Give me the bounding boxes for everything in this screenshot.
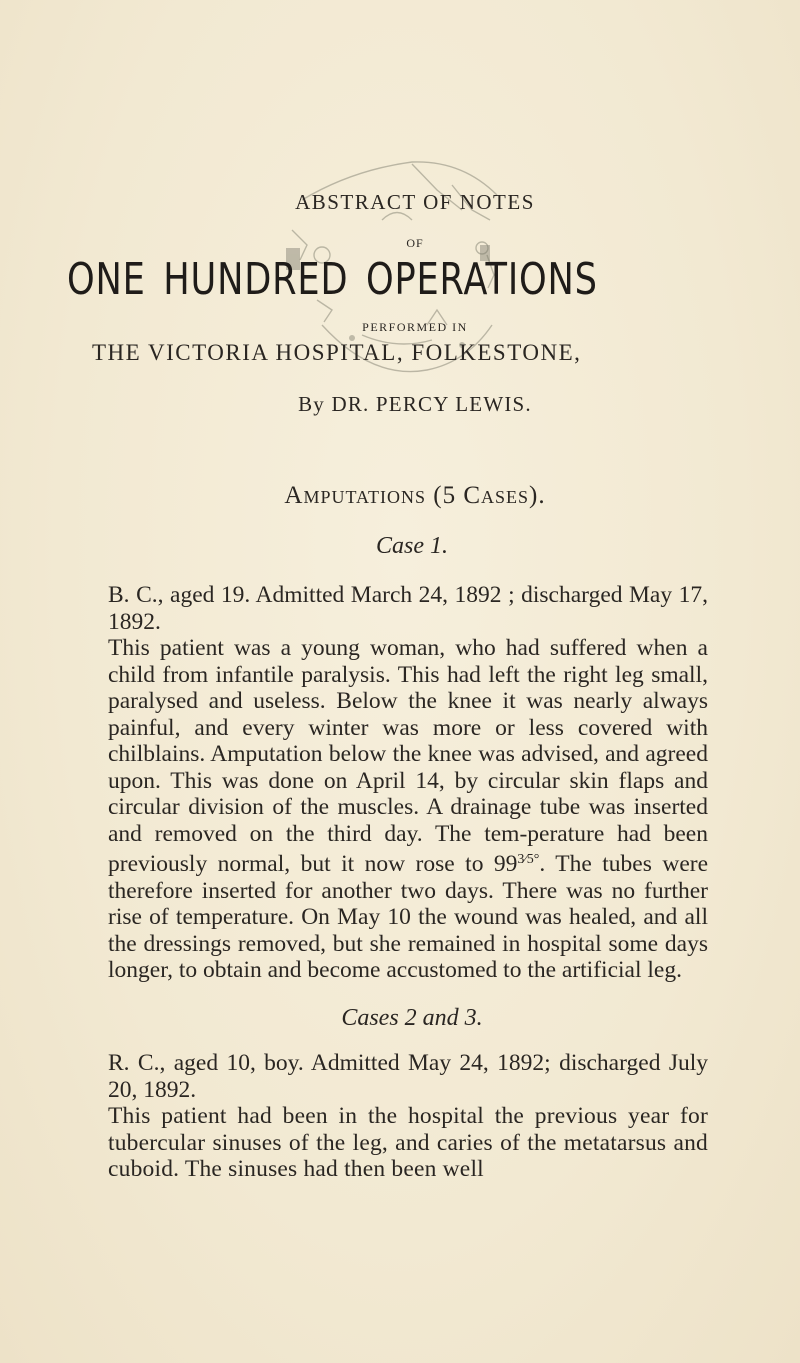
case-1-temperature-fraction: 3⁄5°: [517, 852, 540, 867]
case-1-heading: Case 1.: [376, 533, 448, 559]
title-performed-in: PERFORMED IN: [362, 320, 468, 334]
case-1-paragraph-2-part-1: This patient was a young woman, who had suffered when a child from infantile paralysis. This had left the right leg small, paralysed and useless. Below the knee it was nearly always painful, and every winter was more or less covered with chilblains. Amputation below the knee was advised, and agreed upon. This was done on April 14, by circular skin flaps and circular division of the muscles. A drainage tube was inserted and removed on the third day. The tem-perature had been previously normal, but it now rose to 99: [108, 635, 708, 877]
title-hospital: THE VICTORIA HOSPITAL, FOLKESTONE,: [92, 340, 582, 365]
title-main: [67, 254, 627, 305]
case-2-paragraph-2: This patient had been in the hospital the previous year for tubercular sinuses of the leg, and caries of the metatarsus and cuboid. The sinuses had then been well: [108, 1103, 708, 1182]
title-of: OF: [406, 236, 424, 250]
title-main-word-1: ONE: [67, 254, 146, 305]
case-1-body: [108, 582, 708, 984]
case-2-body: [108, 1050, 708, 1183]
case-1-paragraph-2: [108, 635, 708, 984]
case-2-heading: Cases 2 and 3.: [341, 1005, 483, 1031]
title-main-word-3: OPERATIONS: [365, 254, 598, 305]
case-1-paragraph-1: B. C., aged 19. Admitted March 24, 1892 ; discharged May 17, 1892.: [108, 582, 708, 635]
section-heading: Amputations (5 Cases).: [284, 482, 546, 509]
case-1-paragraph-2-part-2: . The tubes were therefore inserted for another two days. There was no further rise of temperature. On May 10 the wound was healed, and all the dressings removed, but she remained in hospital some days longer, to obtain and become accustomed to the artificial leg.: [108, 851, 709, 983]
title-main-word-2: HUNDRED: [163, 254, 349, 305]
title-author: By DR. PERCY LEWIS.: [298, 392, 532, 416]
title-abstract-of-notes: ABSTRACT OF NOTES: [295, 190, 535, 214]
case-2-paragraph-1: R. C., aged 10, boy. Admitted May 24, 1892; discharged July 20, 1892.: [108, 1050, 708, 1103]
